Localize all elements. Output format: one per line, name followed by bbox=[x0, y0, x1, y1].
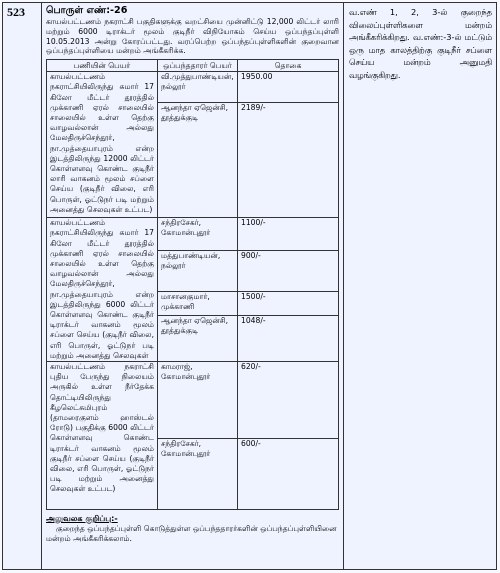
quotation-table bbox=[46, 59, 339, 510]
vendor-name: மாசானகுமார், முக்காணி bbox=[158, 292, 238, 316]
header-vendor: ஒப்பந்ததாரர் பெயர் bbox=[158, 60, 238, 72]
resolution-column bbox=[344, 3, 496, 569]
quoted-amount: 1500/- bbox=[238, 292, 339, 316]
subject-description: காயல்பட்டணம் நகராட்சி பகுதிகளுக்கு வறட்சியை முன்னிட்டு 12,000 லிட்டர் லாரி மற்றும் 6000 டிராக்டர் மூலம் குடிநீர் விநியோகம் செய்ய ஒப்பந்தப்புள்ளி 10.05.2013 அன்று கோரப்பட்டது. வரப்பெற்ற ஒப்பந்தப்புள்ளிகளின் குறைவான ஒப்பந்தப்புள்ளியை மன்றம் அங்கீகரிக்க. bbox=[46, 17, 339, 56]
vendor-name: வி.முத்துபாண்டியன், நல்லூர் bbox=[158, 72, 238, 103]
item-number: 523 bbox=[7, 5, 25, 19]
table-row bbox=[47, 362, 339, 439]
quoted-amount: 620/- bbox=[238, 362, 339, 439]
quoted-amount: 1950.00 bbox=[238, 72, 339, 103]
quoted-amount: 1048/- bbox=[238, 316, 339, 362]
work-description-3: காயல்பட்டணம் நகராட்சி புதிய பேருந்து நிலையம் அருகில் உள்ள நீர்தேக்க தொட்டியிலிருந்து கீழலெட்சுமிபுரம் (தாமரைகுளம் ஹாஸ்டல் ரோடு) பகுதிக்கு 6000 லிட்டர் கொள்ளளவு கொண்ட டிராக்டர் வாகனம் மூலம் குடிநீர் சப்ளை செய்ய (குடிநீர் விலை, எரி பொருள், ஓட்டுநர் படி மற்றும் அனைத்து செலவுகள் உட்பட) bbox=[47, 362, 158, 510]
vendor-name: மத்துபாண்டியன், நல்லூர் bbox=[158, 250, 238, 291]
subject-heading: பொருள் எண்:-26 bbox=[46, 5, 128, 16]
vendor-name: ஆனந்தா ஏஜென்சி, தூத்துக்குடி bbox=[158, 103, 238, 218]
resolution-text: வ.எண் 1, 2, 3-ல் குறைந்த விலைப்புள்ளிகளை மன்றம் அங்கீகரிக்கிறது. வ.எண்:-3-ல் மட்டும் ஒரு மாத காலத்திற்கு குடிநீர் சப்ளை செய்ய மன்றம் அனுமதி வழங்குகிறது. bbox=[349, 7, 492, 80]
vendor-name: சந்திரசேகர், கோமான்புதூர் bbox=[158, 218, 238, 250]
vendor-name: சந்திரசேகர், கோமான்புதூர் bbox=[158, 439, 238, 510]
resolution-record bbox=[2, 2, 497, 570]
quoted-amount: 900/- bbox=[238, 250, 339, 291]
header-amount: தொகை bbox=[238, 60, 339, 72]
vendor-name: காமராஜ், கோமான்புதூர் bbox=[158, 362, 238, 439]
work-description-2: காயல்பட்டணம் நகராட்சியிலிருந்து சுமார் 17 கிலோ மீட்டர் தூரத்தில் முக்காணி ஏரல் சாலையில் சாலையில் உள்ள தெற்கு வாழவல்லான் அல்லது மேலதிருச்செந்தூர், நா.முத்தையாபுரம் என்ற இடத்திலிருந்து 6000 லிட்டர் கொள்ளளவு கொண்ட குடிநீர் டிராக்டர் வாகனம் மூலம் சப்ளை செய்ய (குடிநீர் விலை, எரி பொருள், ஓட்டுநர் படி மற்றும் அனைத்து செலவுகள் bbox=[47, 218, 158, 362]
quoted-amount: 600/- bbox=[238, 439, 339, 510]
table-header-row bbox=[47, 60, 339, 72]
item-number-column bbox=[3, 3, 42, 569]
table-row bbox=[47, 218, 339, 250]
office-note-text: குறைந்த ஒப்பந்தப்புள்ளி கொடுத்துள்ள ஒப்பந்ததாரர்களின் ஒப்பந்தப்புள்ளியினை மன்றம் அங்கீகரிக்கலாம். bbox=[46, 524, 337, 544]
quoted-amount: 2189/- bbox=[238, 103, 339, 218]
header-work: பணியின் பெயர் bbox=[47, 60, 158, 72]
subject-column bbox=[42, 3, 344, 569]
table-row bbox=[47, 72, 339, 103]
office-note-label: அலுவலக குறிப்பு:- bbox=[46, 514, 118, 524]
vendor-name: ஆனந்தா ஏஜென்சி, தூத்துக்குடி bbox=[158, 316, 238, 362]
work-description-1: காயல்பட்டணம் நகராட்சியிலிருந்து சுமார் 17 கிலோ மீட்டர் தூரத்தில் முக்காணி ஏரல் சாலையில் சாலையில் உள்ள தெற்கு வாழவல்லான் அல்லது மேலதிருச்செந்தூர், நா.முத்தையாபுரம் என்ற இடத்திலிருந்து 12000 லிட்டர் கொள்ளளவு கொண்ட குடிநீர் லாரி வாகனம் மூலம் சப்ளை செய்ய (குடிநீர் விலை, எரி பொருள், ஓட்டுநர் படி மற்றும் அனைத்து செலவுகள் உட்பட) bbox=[47, 72, 158, 218]
quoted-amount: 1100/- bbox=[238, 218, 339, 250]
